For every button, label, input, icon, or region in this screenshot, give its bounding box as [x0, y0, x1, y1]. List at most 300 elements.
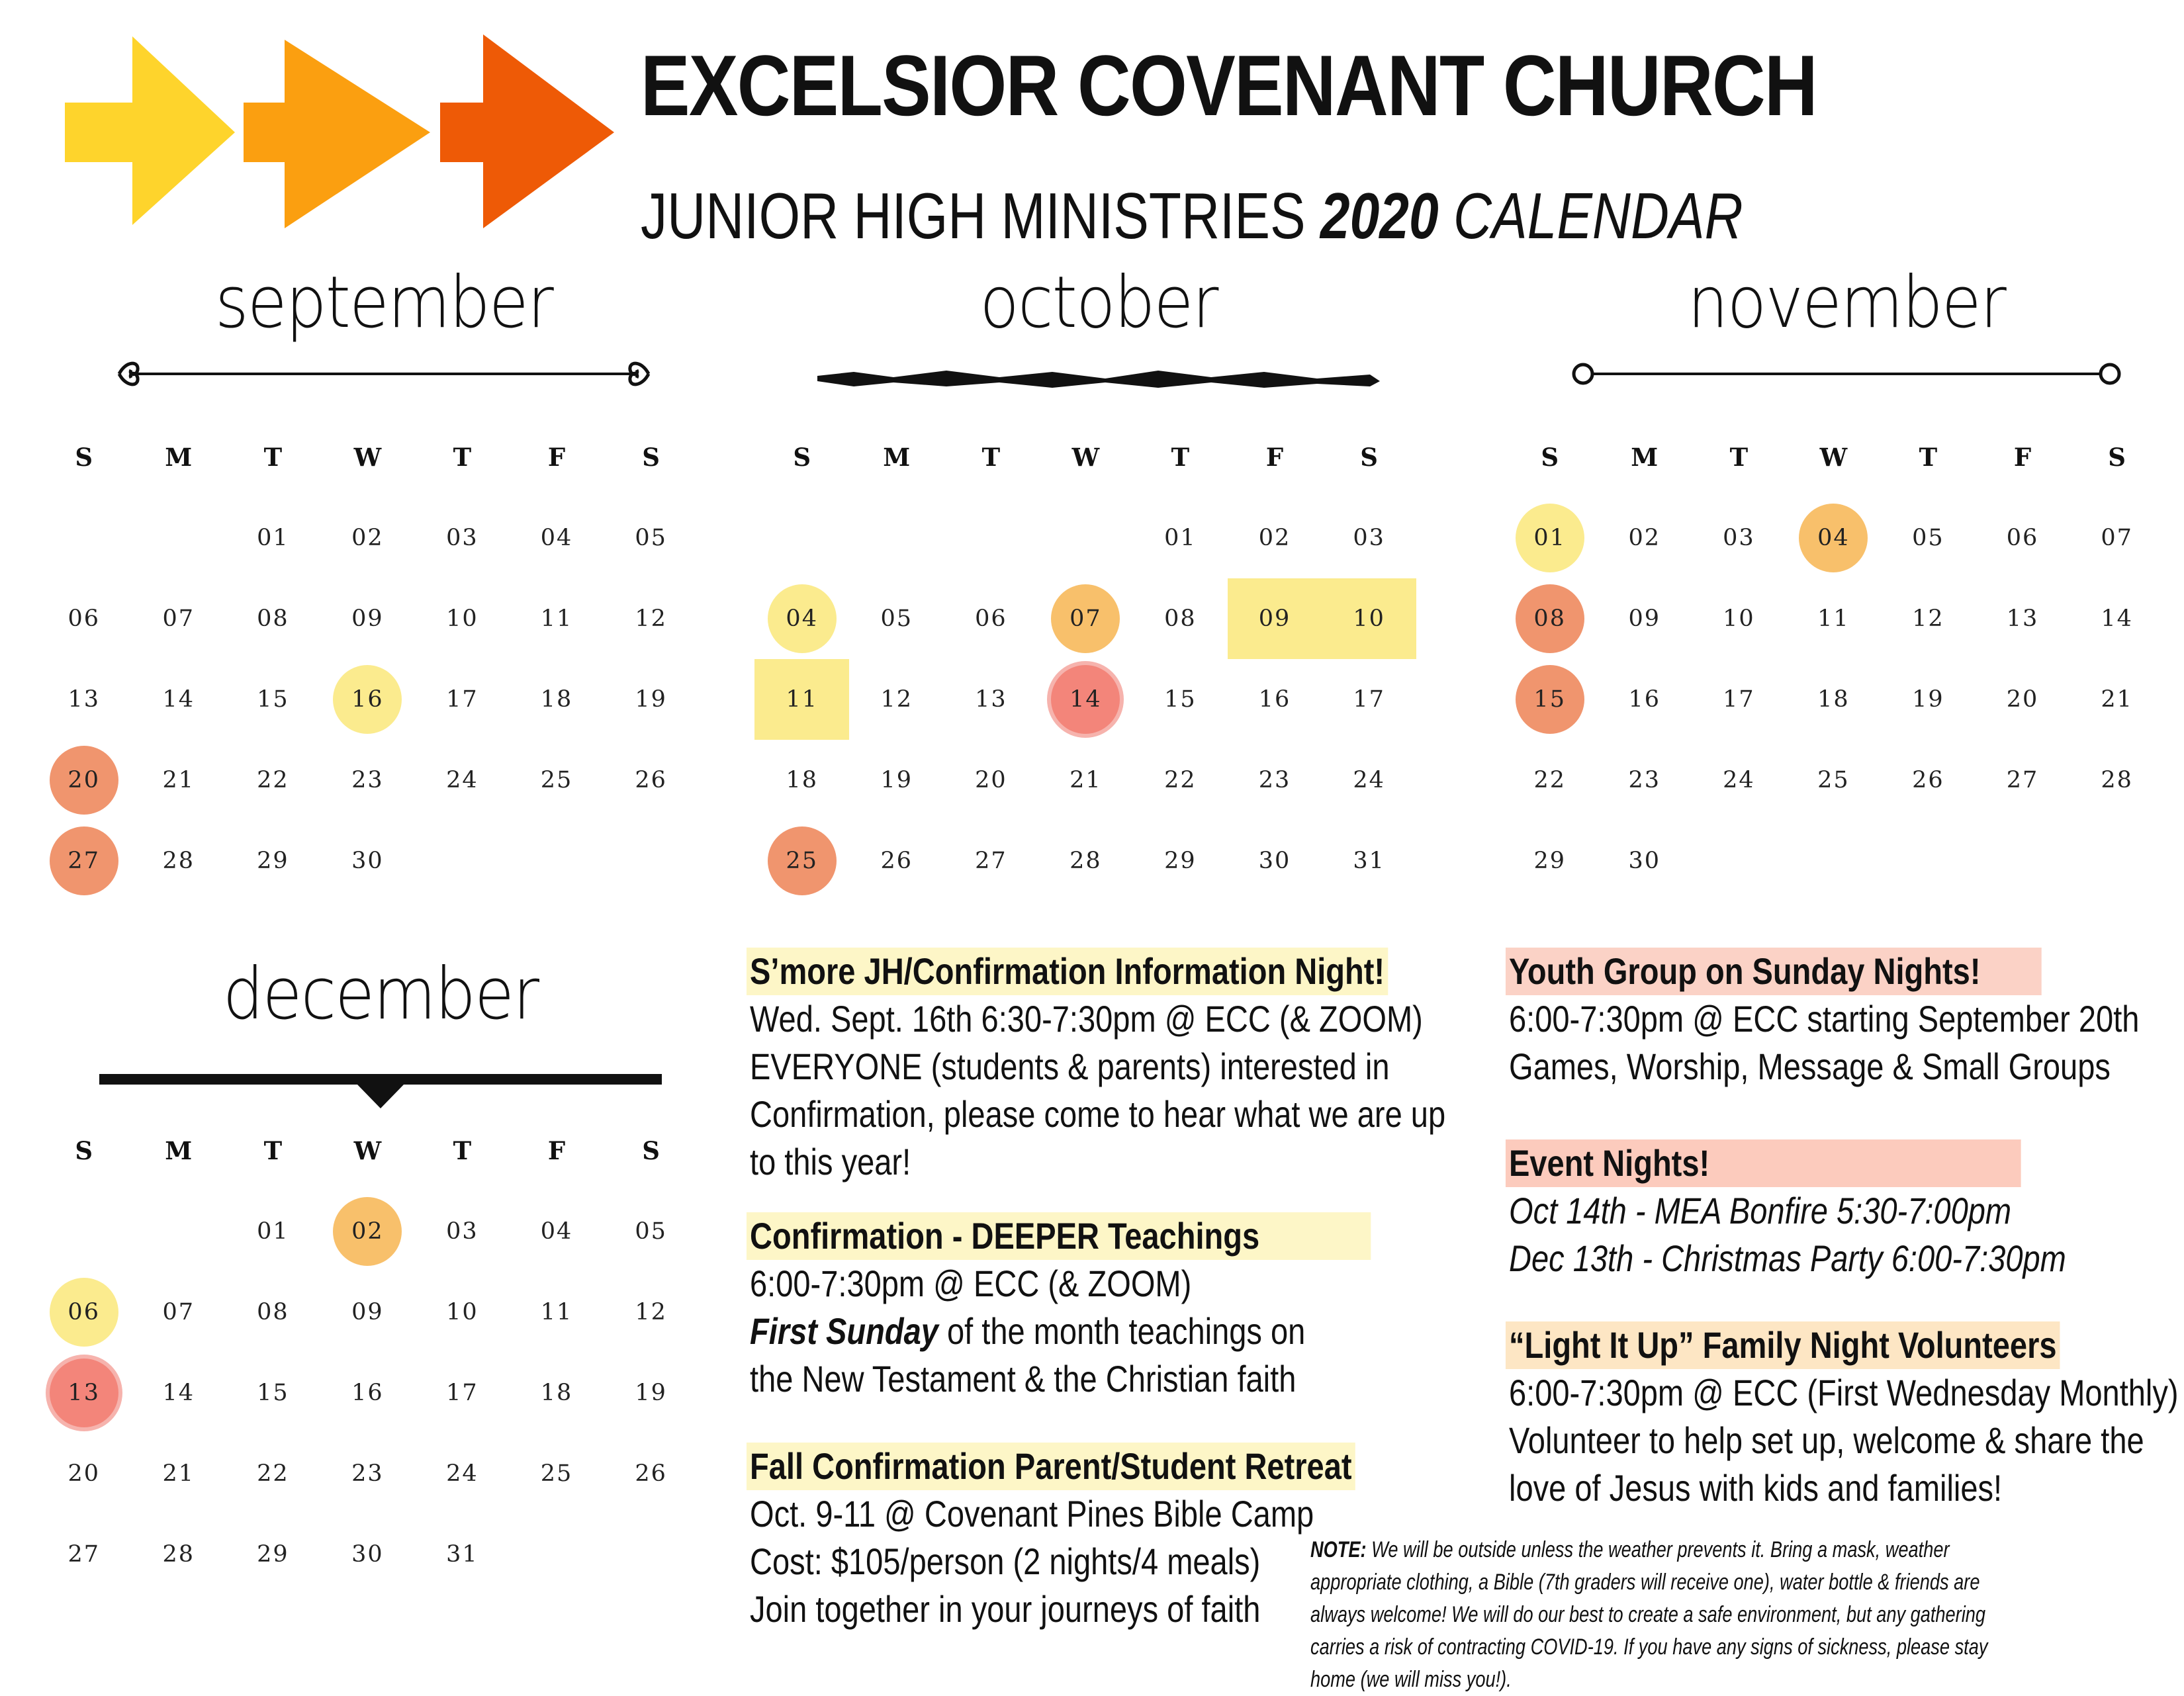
first-sunday-rest: of the month teachings on: [938, 1310, 1306, 1352]
day-cell: [226, 498, 320, 578]
day-cell: [510, 498, 604, 578]
day-cell: [510, 578, 604, 659]
week-row: [1502, 578, 2164, 659]
september-grid: [36, 417, 698, 901]
day-number: 25: [540, 1460, 573, 1487]
week-row: [36, 1272, 698, 1353]
weekday-header: F: [1265, 443, 1284, 472]
day-cell: [36, 1353, 131, 1433]
day-cell: [415, 1191, 510, 1272]
day-number: 22: [257, 767, 289, 793]
day-cell: [510, 1433, 604, 1514]
day-number: 20: [2006, 686, 2039, 713]
day-cell: [1881, 498, 1976, 578]
event-youth: [1509, 948, 2139, 1091]
week-row: [754, 740, 1416, 821]
empty-day-cell: [131, 1191, 226, 1272]
day-number: 21: [162, 1460, 195, 1487]
day-cell: [1597, 740, 1692, 821]
week-row: [1502, 740, 2164, 821]
weekday-header: S: [1360, 443, 1379, 472]
day-number: 29: [1164, 848, 1197, 874]
day-number: 16: [351, 1380, 384, 1406]
event-nights-heading: Event Nights!: [1506, 1139, 2021, 1187]
day-number: 11: [1817, 605, 1850, 632]
day-number: 02: [351, 525, 384, 551]
week-row: [36, 1353, 698, 1433]
event-light-line: love of Jesus with kids and families!: [1509, 1467, 2003, 1509]
day-cell: [320, 821, 415, 901]
empty-day-cell: [1881, 821, 1976, 901]
day-number: 12: [635, 1299, 667, 1325]
event-confirmation-line: the New Testament & the Christian faith: [750, 1358, 1297, 1400]
highlighted-day: 20: [50, 746, 118, 815]
empty-day-cell: [604, 1514, 698, 1595]
day-number: 18: [540, 686, 573, 713]
day-number: 10: [446, 1299, 478, 1325]
week-row: [36, 659, 698, 740]
day-cell: [754, 578, 849, 659]
event-retreat-line: Join together in your journeys of faith: [750, 1588, 1261, 1630]
event-confirmation-line: 6:00-7:30pm @ ECC (& ZOOM): [750, 1263, 1192, 1304]
day-cell: [320, 1272, 415, 1353]
day-cell: [1322, 498, 1416, 578]
calendar-october: [754, 417, 1416, 901]
empty-day-cell: [1976, 821, 2070, 901]
day-number: 23: [351, 1460, 384, 1487]
day-number: 10: [1723, 605, 1755, 632]
day-number: 30: [1258, 848, 1291, 874]
note-label: NOTE:: [1310, 1537, 1367, 1562]
day-number: 12: [635, 605, 667, 632]
day-cell: [320, 498, 415, 578]
day-cell: [131, 1272, 226, 1353]
day-cell: [754, 821, 849, 901]
weekday-header: S: [75, 443, 93, 472]
day-cell: [36, 1433, 131, 1514]
week-row: [36, 578, 698, 659]
day-cell: [226, 1191, 320, 1272]
day-number: 05: [880, 605, 913, 632]
day-number: 06: [2006, 525, 2039, 551]
week-row: [36, 1514, 698, 1595]
empty-day-cell: [36, 1191, 131, 1272]
week-row: [36, 1191, 698, 1272]
day-cell: [1597, 498, 1692, 578]
page-title: EXCELSIOR COVENANT CHURCH: [641, 37, 1817, 134]
day-number: 13: [2006, 605, 2039, 632]
day-number: 08: [257, 1299, 289, 1325]
day-number: 22: [1164, 767, 1197, 793]
day-cell: [36, 1514, 131, 1595]
day-number: 19: [1912, 686, 1944, 713]
day-number: 31: [1353, 848, 1385, 874]
empty-day-cell: [510, 1514, 604, 1595]
day-number: 21: [2101, 686, 2133, 713]
day-cell: [415, 1433, 510, 1514]
day-cell: [1228, 498, 1322, 578]
weekday-header: F: [2013, 443, 2032, 472]
day-number: 22: [257, 1460, 289, 1487]
day-cell: [1038, 821, 1133, 901]
day-cell: [1976, 498, 2070, 578]
week-row: [36, 1433, 698, 1514]
weekday-header: S: [642, 443, 660, 472]
event-smore-line: EVERYONE (students & parents) interested in: [750, 1046, 1390, 1087]
arrow-2-icon: [244, 40, 430, 228]
day-number: 25: [1817, 767, 1850, 793]
event-light-line: Volunteer to help set up, welcome & share the: [1509, 1419, 2144, 1461]
day-number: 28: [1069, 848, 1102, 874]
day-cell: [320, 1514, 415, 1595]
day-number: 29: [257, 848, 289, 874]
day-number: 24: [1723, 767, 1755, 793]
day-cell: [1322, 578, 1416, 659]
day-cell: [604, 1272, 698, 1353]
day-cell: [1502, 659, 1597, 740]
day-cell: [320, 578, 415, 659]
day-cell: [226, 1272, 320, 1353]
day-cell: [131, 1514, 226, 1595]
day-number: 19: [880, 767, 913, 793]
event-smore: [750, 948, 1445, 1186]
day-cell: [415, 578, 510, 659]
day-number: 27: [68, 1541, 100, 1568]
day-cell: [1786, 659, 1881, 740]
day-cell: [131, 1353, 226, 1433]
day-number: 17: [1723, 686, 1755, 713]
day-number: 10: [446, 605, 478, 632]
calendar-november: [1502, 417, 2164, 901]
highlighted-day: 09: [1258, 605, 1291, 632]
day-cell: [1038, 659, 1133, 740]
week-row: [1502, 821, 2164, 901]
day-cell: [1786, 578, 1881, 659]
week-row: [1502, 659, 2164, 740]
day-number: 03: [1353, 525, 1385, 551]
event-youth-line: 6:00-7:30pm @ ECC starting September 20th: [1509, 998, 2140, 1040]
day-cell: [1976, 578, 2070, 659]
highlighted-day: 08: [1516, 584, 1584, 653]
day-number: 29: [257, 1541, 289, 1568]
day-cell: [131, 578, 226, 659]
day-number: 21: [162, 767, 195, 793]
day-number: 12: [1912, 605, 1944, 632]
day-number: 05: [635, 525, 667, 551]
november-divider: [1569, 357, 2124, 390]
day-number: 30: [351, 1541, 384, 1568]
event-smore-line: to this year!: [750, 1141, 911, 1183]
day-cell: [604, 1353, 698, 1433]
day-cell: [604, 740, 698, 821]
day-number: 21: [1069, 767, 1102, 793]
day-cell: [1133, 578, 1228, 659]
highlighted-day: 10: [1353, 605, 1385, 632]
november-grid: [1502, 417, 2164, 901]
day-number: 13: [975, 686, 1007, 713]
day-cell: [1692, 740, 1786, 821]
day-number: 11: [540, 605, 573, 632]
highlighted-day: 15: [1516, 665, 1584, 734]
day-number: 24: [446, 1460, 478, 1487]
calendar-december: [36, 1110, 698, 1595]
weekday-header: S: [2108, 443, 2126, 472]
day-number: 17: [446, 1380, 478, 1406]
empty-day-cell: [604, 821, 698, 901]
weekday-header: T: [263, 1136, 283, 1165]
arrow-1-icon: [65, 36, 235, 225]
day-number: 29: [1533, 848, 1566, 874]
week-row: [36, 821, 698, 901]
day-cell: [1133, 740, 1228, 821]
empty-day-cell: [1786, 821, 1881, 901]
day-cell: [1502, 578, 1597, 659]
month-title-november: november: [1687, 261, 2006, 344]
day-number: 14: [162, 686, 195, 713]
highlighted-day: 01: [1516, 504, 1584, 572]
day-number: 17: [1353, 686, 1385, 713]
highlighted-day: 11: [786, 686, 818, 713]
september-divider: [113, 354, 655, 394]
week-row: [1502, 498, 2164, 578]
event-retreat-line: Oct. 9-11 @ Covenant Pines Bible Camp: [750, 1493, 1314, 1535]
day-cell: [510, 1353, 604, 1433]
day-number: 26: [1912, 767, 1944, 793]
day-cell: [1228, 821, 1322, 901]
first-sunday-emphasis: First Sunday: [750, 1310, 938, 1352]
subtitle-text: JUNIOR HIGH MINISTRIES: [641, 179, 1306, 252]
day-cell: [415, 740, 510, 821]
day-cell: [604, 659, 698, 740]
day-number: 23: [1258, 767, 1291, 793]
event-nights: [1509, 1139, 2066, 1282]
dot-right-icon: [2101, 365, 2119, 383]
event-confirmation-line: [750, 1308, 1371, 1355]
day-number: 02: [1258, 525, 1291, 551]
day-cell: [1133, 659, 1228, 740]
weekday-header: T: [1729, 443, 1749, 472]
day-number: 31: [446, 1541, 478, 1568]
day-cell: [1038, 578, 1133, 659]
day-number: 26: [880, 848, 913, 874]
day-number: 02: [1628, 525, 1661, 551]
day-cell: [320, 740, 415, 821]
day-cell: [415, 1353, 510, 1433]
event-nights-line: Oct 14th - MEA Bonfire 5:30-7:00pm: [1509, 1190, 2012, 1231]
weekday-header: S: [75, 1136, 93, 1165]
day-number: 03: [446, 525, 478, 551]
day-cell: [944, 659, 1038, 740]
day-cell: [320, 1353, 415, 1433]
day-number: 04: [540, 525, 573, 551]
day-cell: [36, 578, 131, 659]
day-number: 07: [162, 605, 195, 632]
december-grid: [36, 1110, 698, 1595]
day-number: 28: [162, 848, 195, 874]
week-row: [754, 578, 1416, 659]
day-cell: [1597, 659, 1692, 740]
day-cell: [1502, 821, 1597, 901]
day-number: 23: [1628, 767, 1661, 793]
day-cell: [226, 1353, 320, 1433]
day-cell: [510, 1191, 604, 1272]
day-cell: [2070, 659, 2164, 740]
day-cell: [754, 659, 849, 740]
weekday-header: W: [1819, 443, 1848, 472]
day-number: 09: [351, 605, 384, 632]
day-cell: [1597, 578, 1692, 659]
event-smore-heading: S’more JH/Confirmation Information Night!: [747, 948, 1388, 995]
day-cell: [1881, 740, 1976, 821]
event-retreat-heading: Fall Confirmation Parent/Student Retreat: [747, 1443, 1355, 1490]
october-brush-divider: [814, 363, 1383, 396]
highlighted-day: 27: [50, 826, 118, 895]
day-cell: [604, 1433, 698, 1514]
day-number: 26: [635, 1460, 667, 1487]
day-number: 05: [1912, 525, 1944, 551]
day-cell: [1786, 740, 1881, 821]
day-number: 01: [257, 1218, 289, 1245]
weekday-header: F: [547, 1136, 566, 1165]
weekday-header: W: [353, 443, 382, 472]
week-row: [754, 498, 1416, 578]
week-row: [36, 740, 698, 821]
day-cell: [131, 1433, 226, 1514]
note-text: We will be outside unless the weather prevents it. Bring a mask, weather appropriate clothing, a Bible (7th graders will receive one), water bottle & friends are always welcome! We will do our best to create a safe environment, but any gathering carries a risk of contracting COVID-19. If you have any signs of sickness, please stay home (we will miss you!).: [1310, 1537, 1988, 1692]
day-number: 24: [1353, 767, 1385, 793]
day-number: 19: [635, 686, 667, 713]
day-cell: [36, 1272, 131, 1353]
day-number: 17: [446, 686, 478, 713]
day-cell: [415, 498, 510, 578]
day-number: 24: [446, 767, 478, 793]
day-cell: [849, 740, 944, 821]
calendar-september: [36, 417, 698, 901]
day-cell: [226, 578, 320, 659]
month-title-september: september: [214, 261, 553, 344]
day-number: 06: [975, 605, 1007, 632]
day-number: 09: [1628, 605, 1661, 632]
pointer-down-icon: [357, 1085, 404, 1108]
weekday-header: T: [263, 443, 283, 472]
day-cell: [320, 659, 415, 740]
day-cell: [1976, 659, 2070, 740]
day-number: 27: [975, 848, 1007, 874]
highlighted-day: 04: [1799, 504, 1868, 572]
day-cell: [1786, 498, 1881, 578]
day-number: 14: [162, 1380, 195, 1406]
day-cell: [1133, 498, 1228, 578]
day-cell: [1692, 578, 1786, 659]
day-cell: [1038, 740, 1133, 821]
day-cell: [1228, 740, 1322, 821]
day-number: 15: [1164, 686, 1197, 713]
event-smore-line: Confirmation, please come to hear what we are up: [750, 1093, 1446, 1135]
highlighted-day: 04: [768, 584, 837, 653]
day-cell: [944, 740, 1038, 821]
day-cell: [131, 821, 226, 901]
day-number: 18: [786, 767, 818, 793]
day-cell: [131, 740, 226, 821]
month-title-october: october: [979, 261, 1218, 344]
day-cell: [849, 659, 944, 740]
day-cell: [754, 740, 849, 821]
day-number: 07: [2101, 525, 2133, 551]
day-number: 11: [540, 1299, 573, 1325]
highlighted-day: 25: [768, 826, 837, 895]
empty-day-cell: [36, 498, 131, 578]
weekday-header: M: [165, 1136, 193, 1165]
day-cell: [604, 1191, 698, 1272]
day-number: 03: [1723, 525, 1755, 551]
day-cell: [226, 659, 320, 740]
empty-day-cell: [849, 498, 944, 578]
weekday-header: W: [353, 1136, 382, 1165]
day-number: 20: [975, 767, 1007, 793]
day-cell: [1692, 659, 1786, 740]
day-number: 16: [1628, 686, 1661, 713]
month-title-december: december: [222, 953, 539, 1036]
weekday-header: M: [1631, 443, 1659, 472]
day-cell: [1881, 659, 1976, 740]
weekday-header: T: [1171, 443, 1190, 472]
event-confirmation: [750, 1212, 1371, 1403]
december-divider: [99, 1069, 662, 1115]
event-light-heading: “Light It Up” Family Night Volunteers: [1506, 1321, 2060, 1369]
event-light-it-up: [1509, 1321, 2179, 1512]
day-number: 09: [351, 1299, 384, 1325]
week-row: [754, 659, 1416, 740]
day-cell: [415, 1514, 510, 1595]
week-row: [754, 821, 1416, 901]
arrow-3-icon: [440, 34, 614, 228]
day-cell: [1228, 578, 1322, 659]
empty-day-cell: [754, 498, 849, 578]
day-cell: [36, 659, 131, 740]
day-number: 16: [1258, 686, 1291, 713]
day-cell: [944, 821, 1038, 901]
day-number: 22: [1533, 767, 1566, 793]
day-number: 18: [540, 1380, 573, 1406]
day-number: 30: [351, 848, 384, 874]
day-cell: [849, 821, 944, 901]
event-nights-line: Dec 13th - Christmas Party 6:00-7:30pm: [1509, 1237, 2066, 1279]
day-cell: [415, 1272, 510, 1353]
day-number: 14: [2101, 605, 2133, 632]
day-number: 07: [162, 1299, 195, 1325]
weekday-header: T: [1919, 443, 1938, 472]
weekday-header: M: [165, 443, 193, 472]
weekday-header: S: [793, 443, 811, 472]
day-cell: [1597, 821, 1692, 901]
day-number: 20: [68, 1460, 100, 1487]
day-cell: [1692, 498, 1786, 578]
page-subtitle: [641, 179, 1743, 253]
subtitle-calendar: CALENDAR: [1453, 179, 1743, 252]
day-number: 08: [257, 605, 289, 632]
day-cell: [320, 1191, 415, 1272]
day-cell: [36, 821, 131, 901]
day-cell: [2070, 740, 2164, 821]
day-number: 13: [68, 686, 100, 713]
day-number: 19: [635, 1380, 667, 1406]
weekday-header: T: [453, 1136, 472, 1165]
header-arrows-logo: [60, 33, 615, 232]
dot-left-icon: [1574, 365, 1592, 383]
day-cell: [415, 659, 510, 740]
empty-day-cell: [415, 821, 510, 901]
day-number: 28: [162, 1541, 195, 1568]
